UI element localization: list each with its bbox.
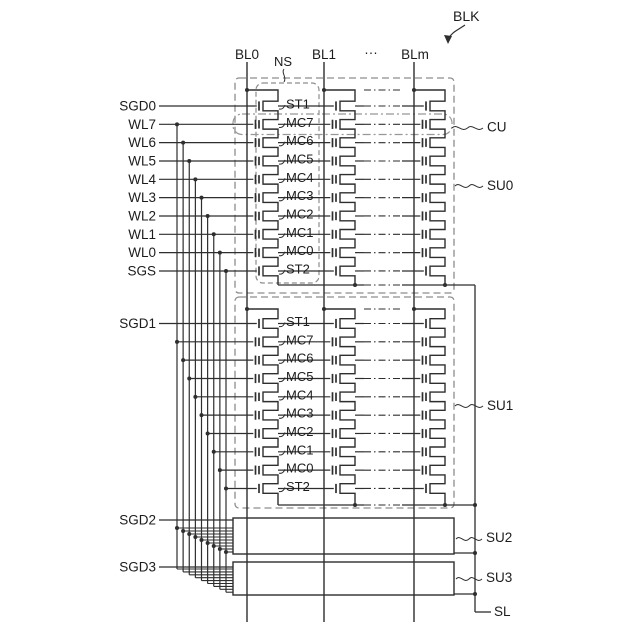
junction-dot — [193, 177, 197, 181]
junction-dot — [224, 269, 228, 273]
cu-leader-line — [452, 127, 483, 130]
junction-dot — [443, 283, 447, 287]
bit-line-ellipsis: ··· — [364, 45, 378, 60]
su3-box — [233, 562, 454, 595]
left-signal-labels — [119, 99, 156, 575]
junction-dot — [473, 503, 477, 507]
cell-label-su0-mc3: MC3 — [286, 188, 314, 204]
simplified-sub-unit-boxes — [233, 518, 454, 595]
label-wl1: WL1 — [128, 226, 156, 242]
cell-label-su0-mc6: MC6 — [286, 133, 314, 149]
label-wl3: WL3 — [128, 190, 156, 206]
cell-label-su0-mc1: MC1 — [286, 224, 314, 240]
label-ns: NS — [273, 54, 293, 69]
label-sgd3: SGD3 — [119, 559, 156, 575]
label-blk: BLK — [453, 8, 480, 24]
top-bit-line-labels — [235, 45, 429, 82]
label-wl7: WL7 — [128, 116, 156, 132]
junction-dot — [353, 283, 357, 287]
su3-leader-line — [456, 578, 482, 581]
label-bl1: BL1 — [311, 47, 337, 62]
unit-outline-boxes — [233, 78, 454, 508]
label-su1: SU1 — [487, 398, 514, 413]
junction-dot — [443, 503, 447, 507]
cell-label-su1-mc1: MC1 — [286, 442, 314, 458]
label-sl: SL — [494, 604, 511, 619]
block-title — [444, 8, 480, 44]
junction-dot — [187, 159, 191, 163]
cell-label-su1-mc5: MC5 — [286, 368, 314, 384]
label-bl0: BL0 — [234, 47, 260, 62]
su1-leader-line — [455, 405, 483, 408]
label-sgd2: SGD2 — [119, 512, 156, 528]
ns-leader-line — [283, 69, 285, 82]
nand-string-su1-bl1 — [324, 309, 355, 505]
cell-label-su1-st2: ST2 — [286, 478, 310, 494]
cell-label-su0-mc2: MC2 — [286, 206, 314, 222]
nand-string-su0-bl0 — [247, 90, 278, 285]
label-su0: SU0 — [487, 178, 514, 193]
junction-dot — [200, 196, 204, 200]
cell-label-su1-st1: ST1 — [286, 314, 310, 329]
label-cu: CU — [487, 119, 507, 135]
junction-dot — [181, 141, 185, 145]
su0-leader-line — [455, 185, 483, 188]
cell-label-su1-mc0: MC0 — [286, 460, 314, 476]
cell-label-su0-mc0: MC0 — [286, 243, 314, 259]
label-su3: SU3 — [486, 570, 513, 585]
source-line — [454, 285, 491, 612]
label-blm: BLm — [401, 47, 429, 62]
junction-dot — [218, 251, 222, 255]
label-wl2: WL2 — [128, 208, 156, 224]
nand-string-su1-bl0 — [247, 309, 278, 505]
right-side-labels — [452, 120, 513, 620]
cell-label-su0-mc7: MC7 — [286, 114, 314, 130]
cell-labels — [279, 97, 313, 494]
junction-dot — [206, 214, 210, 218]
junction-dot — [473, 551, 477, 555]
label-wl6: WL6 — [128, 135, 156, 151]
label-sgs: SGS — [127, 263, 156, 279]
nand-string-su0-bl1 — [324, 90, 355, 285]
cell-label-su0-st1: ST1 — [286, 96, 310, 112]
cell-label-su1-mc2: MC2 — [286, 423, 314, 439]
junction-dot — [175, 122, 179, 126]
nand-string-su1-blm — [414, 309, 445, 505]
label-su2: SU2 — [486, 530, 513, 545]
label-wl5: WL5 — [128, 153, 156, 169]
nand-strings — [247, 90, 475, 507]
cell-label-su0-st2: ST2 — [286, 261, 310, 277]
nand-string-su0-blm — [414, 90, 445, 285]
label-wl0: WL0 — [128, 245, 156, 261]
label-sgd0: SGD0 — [119, 98, 156, 114]
junction-dot — [473, 592, 477, 596]
su2-leader-line — [456, 538, 482, 541]
cell-label-su1-mc3: MC3 — [286, 405, 314, 421]
su2-box — [233, 518, 454, 554]
label-wl4: WL4 — [128, 171, 156, 187]
word-line-drop-bundle — [175, 122, 233, 592]
cell-label-su1-mc6: MC6 — [286, 350, 314, 366]
label-sgd1: SGD1 — [119, 316, 156, 331]
cell-label-su0-mc5: MC5 — [286, 151, 314, 167]
cell-label-su0-mc4: MC4 — [286, 169, 314, 185]
cell-label-su1-mc7: MC7 — [286, 332, 314, 348]
cell-label-su1-mc4: MC4 — [286, 387, 314, 403]
junction-dot — [212, 232, 216, 236]
junction-dot — [353, 503, 357, 507]
blk-arrowhead — [444, 35, 452, 44]
